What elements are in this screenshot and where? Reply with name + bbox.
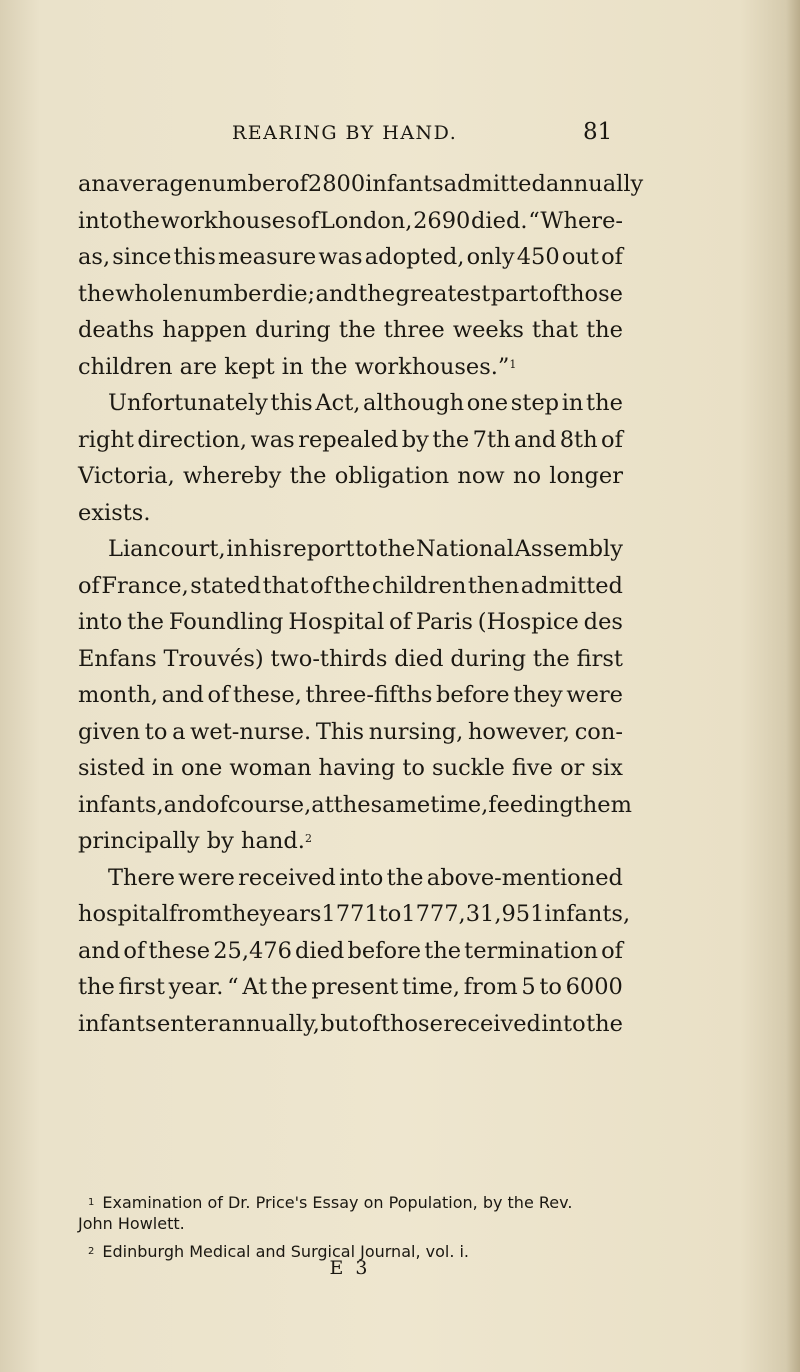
word: greatest	[395, 280, 491, 307]
word: died.	[471, 207, 528, 234]
text-line	[78, 604, 623, 641]
word: the	[586, 390, 623, 416]
footnote-text: Examination of Dr. Price's Essay on Population, by the Rev.	[102, 1193, 573, 1212]
word: of	[205, 791, 228, 818]
word: There	[108, 864, 175, 891]
word: of	[601, 937, 623, 964]
word: whereby	[183, 463, 282, 489]
text-line-content: children are kept in the workhouses.”	[78, 353, 510, 380]
word: and	[315, 280, 358, 307]
word: six	[591, 755, 623, 781]
word: in	[226, 536, 249, 562]
word: before	[347, 937, 422, 964]
word: same	[370, 791, 431, 818]
word: to	[539, 974, 562, 1000]
word: the	[333, 572, 371, 599]
word: the	[333, 791, 371, 818]
word: those	[561, 280, 623, 307]
word: course,	[227, 791, 312, 818]
text-line	[78, 933, 623, 970]
word: Liancourt,	[108, 536, 226, 562]
word: were	[178, 864, 235, 891]
word: present	[311, 974, 399, 1000]
word: now	[457, 463, 505, 489]
body-text	[78, 166, 644, 1042]
word: the	[424, 937, 462, 964]
word: to	[144, 718, 168, 745]
word: wet-nurse.	[190, 718, 312, 745]
word: or	[560, 755, 585, 781]
word: part	[490, 280, 539, 307]
word: that	[262, 572, 309, 599]
word: obligation	[334, 463, 450, 489]
word: termination	[464, 937, 598, 964]
word: these,	[232, 682, 302, 708]
word: during	[450, 645, 527, 672]
word: a	[172, 718, 186, 745]
word: was	[250, 426, 295, 453]
word: to	[355, 536, 378, 562]
word: of	[389, 609, 412, 635]
word: into	[78, 609, 123, 635]
word: the	[78, 280, 115, 307]
word: 8th	[559, 426, 598, 453]
word: the	[270, 974, 308, 1000]
word: London,	[319, 207, 413, 234]
word: and	[163, 791, 206, 818]
word: of	[78, 572, 100, 599]
word: the	[122, 207, 160, 234]
word: 7th	[472, 426, 511, 453]
word: to	[402, 755, 425, 781]
text-line	[78, 860, 623, 897]
word: time,	[401, 974, 461, 1000]
word: number	[197, 171, 287, 197]
footnote-line	[78, 1192, 623, 1213]
word: three-fifths	[305, 682, 433, 708]
signature-mark: E 3	[329, 1257, 371, 1279]
word: whole	[115, 280, 184, 307]
text-line: exists.	[78, 499, 151, 526]
word: into	[78, 207, 123, 234]
word: but	[320, 1010, 359, 1037]
word: direction,	[137, 426, 248, 453]
word: Act,	[315, 390, 361, 416]
word: con-	[574, 718, 623, 745]
word: of	[297, 207, 320, 234]
word: in	[152, 755, 174, 781]
word: number	[183, 280, 273, 307]
word: des	[583, 609, 623, 635]
text-line	[78, 1006, 623, 1043]
word: the	[78, 974, 115, 1000]
word: the	[222, 901, 260, 927]
word: of	[286, 171, 308, 197]
word: they	[513, 682, 563, 708]
word: 450	[516, 244, 560, 270]
word: Hospital	[288, 609, 385, 635]
word: National	[415, 536, 514, 562]
word: sisted	[78, 755, 146, 781]
word: enter	[156, 1010, 218, 1037]
word: weeks	[452, 317, 524, 343]
word: although	[363, 390, 465, 416]
word: “	[528, 207, 540, 234]
word: Trouvés)	[163, 645, 264, 672]
word: two-thirds	[270, 645, 388, 672]
word: his	[248, 536, 282, 562]
word: happen	[162, 317, 247, 343]
footnote-mark: 2	[88, 1246, 95, 1257]
text-line	[78, 787, 632, 824]
text-line-content: principally by hand.	[78, 828, 305, 854]
word: years	[259, 901, 322, 927]
word: were	[566, 682, 623, 708]
word: annually,	[218, 1010, 320, 1037]
word: of	[601, 244, 623, 270]
word: one	[466, 390, 509, 416]
word: and	[78, 937, 121, 964]
word: died	[295, 937, 345, 964]
page-edge-shadow	[786, 0, 800, 1372]
footnote-1	[88, 1192, 572, 1213]
word: woman	[229, 755, 312, 781]
word: no	[512, 463, 541, 489]
word: children	[371, 572, 467, 599]
word: into	[541, 1010, 586, 1037]
word: Where-	[540, 207, 623, 234]
word: right	[78, 426, 134, 453]
word: them	[573, 791, 632, 818]
word: “	[227, 974, 239, 1000]
word: the	[532, 645, 570, 672]
word: the	[386, 864, 424, 891]
word: as,	[78, 244, 111, 270]
word: to	[378, 901, 402, 927]
word: workhouses	[160, 207, 297, 234]
word: die;	[272, 280, 316, 307]
word: by	[401, 426, 429, 453]
word: 6000	[565, 974, 623, 1000]
word: infants	[365, 171, 444, 197]
footnote-line: John Howlett.	[78, 1214, 185, 1233]
word: measure	[218, 244, 317, 270]
word: 2690	[413, 207, 471, 234]
word: above-mentioned	[426, 864, 623, 891]
word: At	[242, 974, 268, 1000]
word: having	[318, 755, 396, 781]
word: the	[586, 1010, 623, 1037]
word: Assembly	[514, 536, 623, 562]
word: died	[394, 645, 444, 672]
text-line	[78, 823, 623, 860]
word: then	[467, 572, 520, 599]
word: first	[576, 645, 623, 672]
word: received	[238, 864, 336, 891]
word: France,	[101, 572, 189, 599]
word: deaths	[78, 317, 155, 343]
text-line	[78, 641, 623, 678]
text-line	[78, 312, 623, 349]
word: this	[270, 390, 313, 416]
text-line	[78, 385, 623, 422]
word: longer	[549, 463, 623, 489]
word: report	[282, 536, 355, 562]
word: step	[510, 390, 560, 416]
page-number: 81	[583, 119, 613, 145]
word: time,	[430, 791, 489, 818]
word: those	[380, 1010, 443, 1037]
footnote-ref: 2	[304, 832, 312, 845]
text-line	[78, 203, 623, 240]
word: an	[78, 171, 106, 197]
word: from	[168, 901, 223, 927]
word: 5	[521, 974, 536, 1000]
word: and	[513, 426, 557, 453]
word: this	[173, 244, 216, 270]
text-line	[78, 969, 623, 1006]
word: out	[561, 244, 599, 270]
word: however,	[467, 718, 571, 745]
word: of	[207, 682, 230, 708]
word: these	[148, 937, 211, 964]
text-line	[78, 276, 623, 313]
text-line	[78, 349, 623, 386]
word: received	[443, 1010, 541, 1037]
page-header	[0, 119, 800, 162]
word: average	[105, 171, 198, 197]
word: that	[532, 317, 579, 343]
word: the	[289, 463, 327, 489]
word: infants	[78, 1010, 157, 1037]
word: feeding	[488, 791, 574, 818]
word: hospital	[78, 901, 169, 927]
footnote-mark: 1	[88, 1197, 95, 1208]
text-line	[78, 750, 623, 787]
word: admitted	[520, 572, 623, 599]
word: in	[561, 390, 584, 416]
word: nursing,	[368, 718, 464, 745]
word: (Hospice	[477, 609, 579, 635]
word: repealed	[298, 426, 399, 453]
word: at	[311, 791, 334, 818]
word: three	[383, 317, 445, 343]
text-line	[78, 677, 623, 714]
footnote-text: Edinburgh Medical and Surgical Journal, vol. i.	[102, 1242, 470, 1261]
word: the	[586, 317, 623, 343]
word: suckle	[432, 755, 505, 781]
footnotes	[78, 1192, 623, 1262]
text-line	[78, 422, 623, 459]
word: admitted	[443, 171, 546, 197]
word: 2800	[307, 171, 366, 197]
word: stated	[190, 572, 262, 599]
word: of	[358, 1010, 381, 1037]
footnote-ref: 1	[509, 357, 517, 371]
word: of	[601, 426, 623, 453]
word: month,	[78, 682, 159, 708]
word: Victoria,	[78, 463, 175, 489]
word: during	[254, 317, 331, 343]
text-line	[78, 458, 623, 495]
word: since	[112, 244, 172, 270]
word: adopted,	[364, 244, 465, 270]
text-line	[78, 568, 623, 605]
text-line	[78, 239, 623, 276]
word: first	[118, 974, 165, 1000]
word: 31,951	[465, 901, 545, 927]
word: five	[511, 755, 553, 781]
running-head: REARING BY HAND.	[232, 122, 458, 144]
word: Foundling	[168, 609, 284, 635]
word: was	[318, 244, 363, 270]
word: infants,	[544, 901, 631, 927]
word: the	[378, 536, 416, 562]
word: into	[339, 864, 384, 891]
word: 25,476	[213, 937, 292, 964]
word: Unfortunately	[108, 390, 268, 416]
word: of	[538, 280, 561, 307]
word: the	[127, 609, 164, 635]
word: This	[315, 718, 365, 745]
word: infants,	[78, 791, 164, 818]
word: given	[78, 718, 141, 745]
word: the	[338, 317, 376, 343]
word: annually	[545, 171, 644, 197]
word: Enfans	[78, 645, 157, 672]
word: Paris	[415, 609, 473, 635]
word: one	[180, 755, 223, 781]
text-line	[78, 166, 644, 203]
word: and	[161, 682, 204, 708]
word: of	[310, 572, 332, 599]
word: 1777,	[401, 901, 466, 927]
word: only	[466, 244, 515, 270]
word: from	[463, 974, 518, 1000]
text-line	[78, 896, 631, 933]
text-line	[78, 714, 623, 751]
word: before	[435, 682, 510, 708]
word: of	[123, 937, 146, 964]
text-line	[78, 531, 623, 568]
word: 1771	[321, 901, 379, 927]
word: the	[358, 280, 396, 307]
word: the	[432, 426, 470, 453]
word: year.	[168, 974, 224, 1000]
